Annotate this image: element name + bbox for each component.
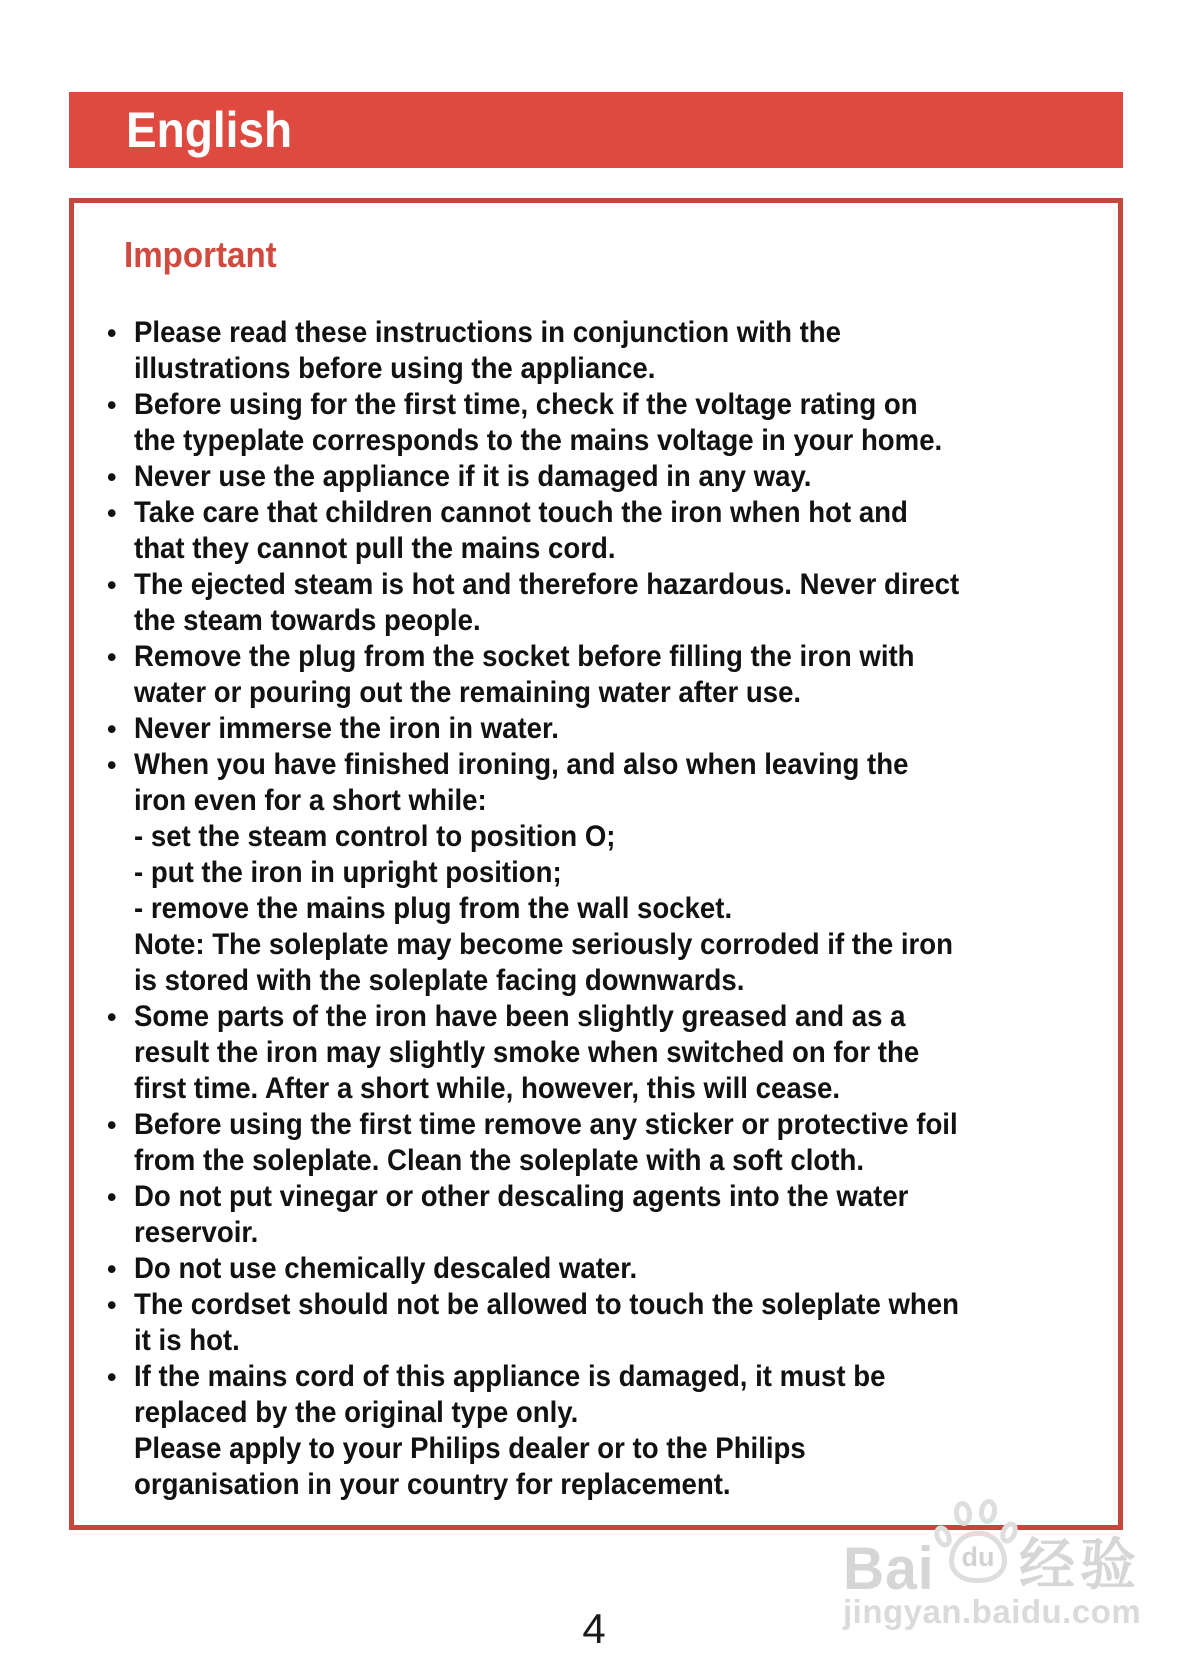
bullet-icon: • [107,714,117,744]
text-line: Please apply to your Philips dealer or to the Philips [134,1432,806,1465]
paw-pad [949,1531,1007,1583]
bullet-icon: • [107,750,117,780]
text-line: illustrations before using the appliance. [134,352,656,385]
bullet-icon: • [107,498,117,528]
text-line: - remove the mains plug from the wall socket. [134,892,733,925]
text-line: - set the steam control to position O; [134,820,616,853]
bullet-icon: • [107,390,117,420]
language-header-bar [69,92,1123,168]
watermark-cn-text: 经验 [1019,1533,1141,1596]
list-item [74,1179,1118,1251]
list-item [74,459,1118,495]
text-line: If the mains cord of this appliance is damaged, it must be [134,1360,886,1393]
list-item [74,639,1118,711]
text-line: Remove the plug from the socket before filling the iron with [134,640,915,673]
paw-toe [977,1498,998,1525]
list-item [74,711,1118,747]
text-line: reservoir. [134,1216,259,1249]
text-line: Please read these instructions in conjunction with the [134,316,842,349]
important-heading: Important [124,234,277,275]
text-line: The cordset should not be allowed to touch the soleplate when [134,1288,959,1321]
bullet-icon: • [107,1254,117,1284]
text-line: the typeplate corresponds to the mains voltage in your home. [134,424,943,457]
text-line: Before using the first time remove any sticker or protective foil [134,1108,958,1141]
paw-icon [935,1499,1017,1585]
text-line: that they cannot pull the mains cord. [134,532,616,565]
bullet-icon: • [107,1002,117,1032]
text-line: replaced by the original type only. [134,1396,579,1429]
list-item [74,747,1118,999]
text-line: - put the iron in upright position; [134,856,562,889]
bullet-icon: • [107,1182,117,1212]
paw-toe [952,1500,973,1527]
bullet-icon: • [107,570,117,600]
page-title: English [126,102,293,158]
watermark-logo-du: du [961,1541,995,1572]
text-line: Some parts of the iron have been slightly greased and as a [134,1000,906,1033]
list-item [74,387,1118,459]
bullet-icon: • [107,1362,117,1392]
watermark-url: jingyan.baidu.com [843,1593,1142,1630]
list-item [74,315,1118,387]
text-line: The ejected steam is hot and therefore hazardous. Never direct [134,568,960,601]
list-item [74,1107,1118,1179]
important-notice-box [69,198,1123,1530]
list-item [74,1287,1118,1359]
text-line: the steam towards people. [134,604,481,637]
bullet-icon: • [107,462,117,492]
list-item [74,1359,1118,1503]
page-number: 4 [582,1605,606,1652]
text-line: Do not use chemically descaled water. [134,1252,638,1285]
list-item [74,999,1118,1107]
text-line: is stored with the soleplate facing downwards. [134,964,745,997]
text-line: Take care that children cannot touch the iron when hot and [134,496,908,529]
text-line: Before using for the first time, check if the voltage rating on [134,388,918,421]
text-line: water or pouring out the remaining water after use. [134,676,802,709]
list-item [74,1251,1118,1287]
bullet-icon: • [107,1110,117,1140]
watermark-logo-text: Bai [843,1535,935,1602]
text-line: Note: The soleplate may become seriously corroded if the iron [134,928,954,961]
text-line: When you have finished ironing, and also when leaving the [134,748,909,781]
text-line: first time. After a short while, however, this will cease. [134,1072,841,1105]
text-line: iron even for a short while: [134,784,487,817]
list-item [74,495,1118,567]
text-line: it is hot. [134,1324,240,1357]
text-line: result the iron may slightly smoke when switched on for the [134,1036,920,1069]
bullet-icon: • [107,1290,117,1320]
important-list [74,315,1118,1503]
text-line: Never use the appliance if it is damaged in any way. [134,460,812,493]
baidu-watermark [843,1495,1163,1645]
list-item [74,567,1118,639]
text-line: Do not put vinegar or other descaling agents into the water [134,1180,909,1213]
bullet-icon: • [107,642,117,672]
text-line: Never immerse the iron in water. [134,712,559,745]
bullet-icon: • [107,318,117,348]
text-line: organisation in your country for replacement. [134,1468,731,1501]
text-line: from the soleplate. Clean the soleplate with a soft cloth. [134,1144,864,1177]
